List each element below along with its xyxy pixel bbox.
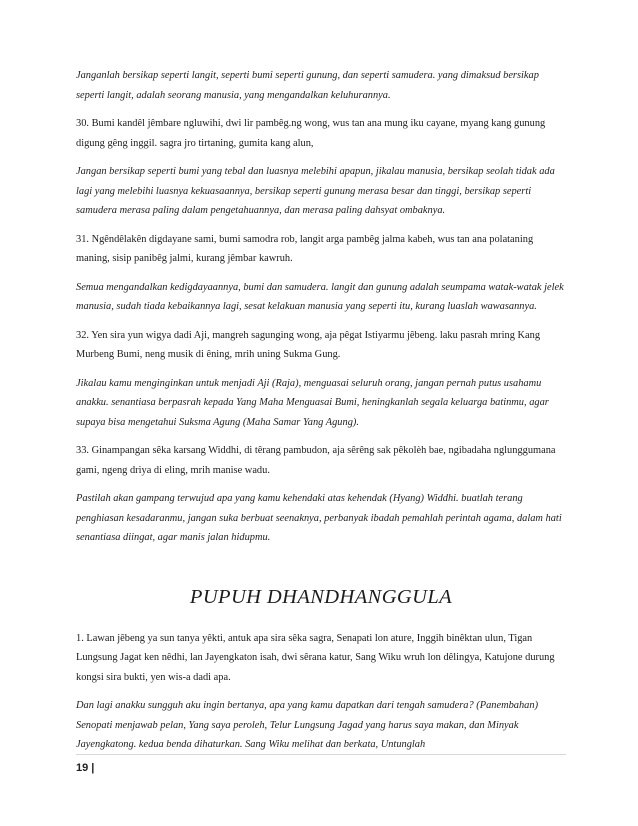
stanza-32: 32. Yen sira yun wigya dadi Aji, mangreh sagunging wong, aja pêgat Istiyarmu jêbeng. laku pasrah mring Kang Murbeng Bumi, neng musik di êning, mrih uning Sukma Gung. [76,329,541,360]
stanza-33: 33. Ginampangan sêka karsang Widdhi, di têrang pambudon, aja sêrêng sak pêkolèh bae, ngibadaha nglunggumana gami, ngeng driya di eling, mrih manise wadu. [76,445,556,476]
dhandhanggula-stanza-1: 1. Lawan jêbeng ya sun tanya yêkti, antuk apa sira sêka sagra, Senapati lon ature, Inggih binêktan ulun, Tigan Lungsung Jagat ken nêdhi, lan Jayengkaton isah, dwi sêrana katur, Sang Wiku wruh lon dêlingya, Katujone durung kongsi sira bukti, yen wis-a dadi apa. [76,632,555,683]
translation-32: Jikalau kamu menginginkan untuk menjadi Aji (Raja), menguasai seluruh orang, jangan pernah putus usahamu anakku. senantiasa berpasrah kepada Yang Maha Menguasai Bumi, heningkanlah segala keluarga batinmu, agar supaya bisa mengetahui Suksma Agung (Maha Samar Yang Agung). [76,377,549,428]
stanza-31: 31. Ngêndêlakên digdayane sami, bumi samodra rob, langit arga pambêg jalma kabeh, wus tan ana polataning maning, sisip panibêg jalmi, kurang jêmbar kawruh. [76,233,534,264]
translation-31: Semua mengandalkan kedigdayaannya, bumi dan samudera. langit dan gunung adalah seumpama watak-watak jelek manusia, sudah tiada kebaikannya lagi, sesat kelakuan manusia yang seperti itu, kurang luaslah wawasannya. [76,281,564,312]
translation-33: Pastilah akan gampang terwujud apa yang kamu kehendaki atas kehendak (Hyang) Widdhi. buatlah terang penghiasan kesadaranmu, jangan suka berbuat seenaknya, perbanyak ibadah pemahlah perintah agama, dalam hati senantiasa diingat, agar manis jalan hidupmu. [76,493,562,543]
section-heading: PUPUH DHANDHANGGULA [189,585,453,608]
stanza-30: 30. Bumi kandêl jêmbare ngluwihi, dwi lir pambêg.ng wong, wus tan ana mung iku cayane, myang kang gunung digung gêng inggil. sagra jro tirtaning, gumita kang alun, [76,118,546,149]
page-number: 19 | [76,762,95,774]
translation-30: Jangan bersikap seperti bumi yang tebal dan luasnya melebihi apapun, jikalau manusia, bersikap seolah tidak ada lagi yang melebihi luasnya kekuasaannya, bersikap seperti gunung merasa besar dan tinggi, bersikap seperti samudera merasa paling dalam pengetahuannya, dan merasa paling dahsyat ombaknya. [76,166,555,216]
footer-rule [76,754,566,755]
document-body [76,66,566,755]
dhandhanggula-translation-1: Dan lagi anakku sungguh aku ingin bertanya, apa yang kamu dapatkan dari tengah samudera? (Panembahan) Senopati menjawab pelan, Yang saya peroleh, Telur Lungsung Jagad yang harus saya makan, dan Minyak Jayengkatong. kedua benda dihaturkan. Sang Wiku melihat dan berkata, Untunglah [76,700,539,750]
translation-29: Janganlah bersikap seperti langit, seperti bumi seperti gunung, dan seperti samudera. yang dimaksud bersikap seperti langit, adalah seorang manusia, yang mengandalkan keluhurannya. [76,70,539,101]
